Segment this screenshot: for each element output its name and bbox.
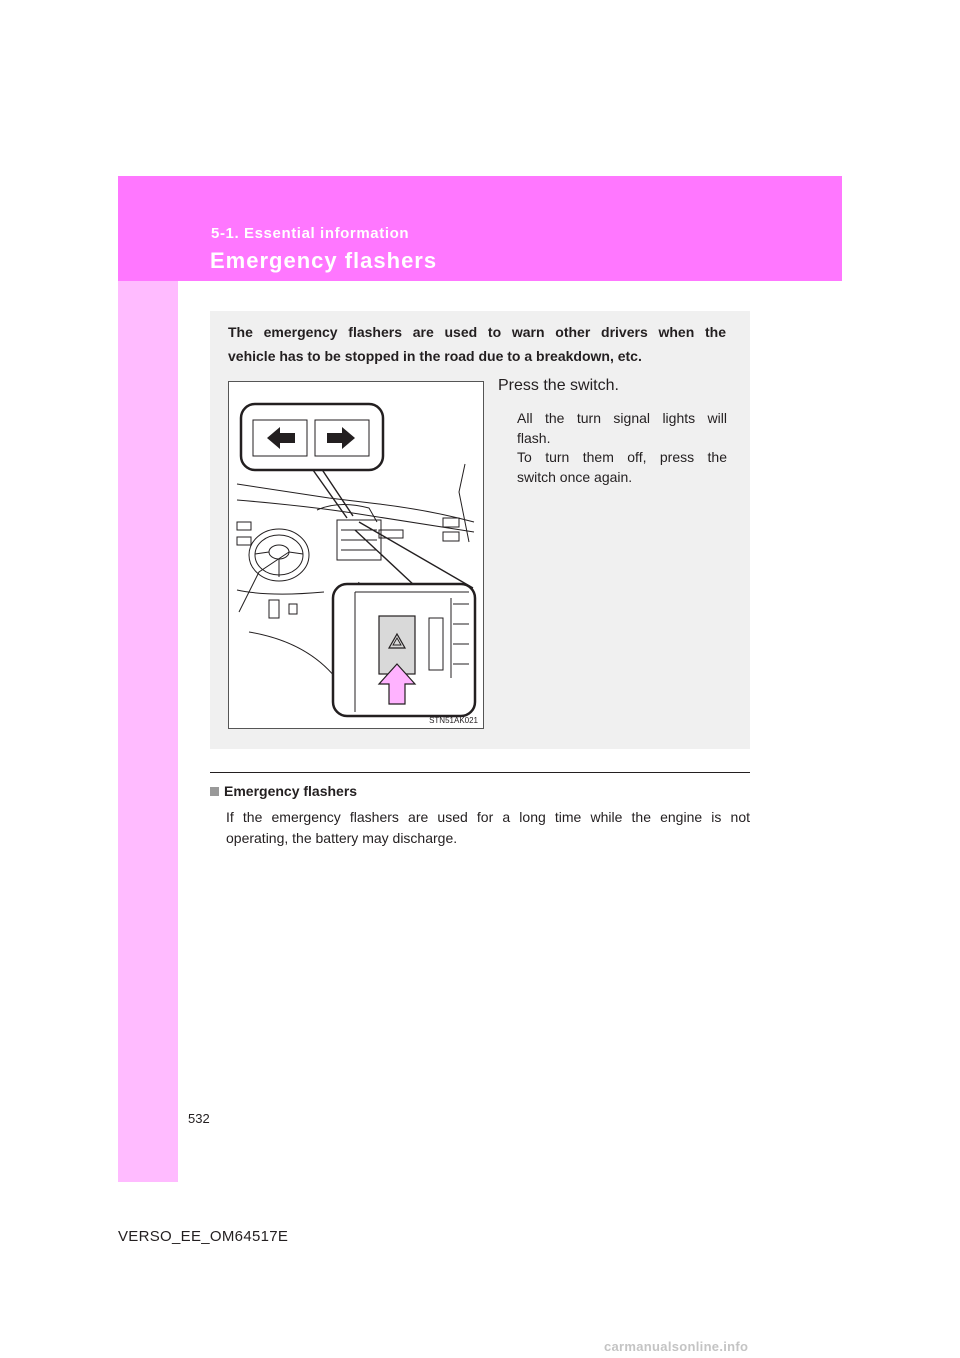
note-body xyxy=(226,807,750,849)
note-heading-text: Emergency flashers xyxy=(224,783,358,799)
note-heading xyxy=(210,783,357,799)
dashboard-illustration xyxy=(229,382,484,729)
intro-text xyxy=(228,320,726,368)
figure-code: STN51AK021 xyxy=(429,716,478,725)
step-line-1: All the turn signal lights will xyxy=(517,410,727,426)
section-divider xyxy=(210,772,750,773)
side-strip xyxy=(118,281,178,1182)
step-body xyxy=(517,409,727,487)
step-line-2: flash. xyxy=(517,429,551,446)
dashboard-figure xyxy=(228,381,484,729)
page-number: 532 xyxy=(188,1111,210,1126)
step-line-3: To turn them off, press the xyxy=(517,449,727,465)
step-title: Press the switch. xyxy=(498,377,619,394)
note-line-1: If the emergency flashers are used for a long time while the engine is not xyxy=(226,809,750,825)
watermark: carmanualsonline.info xyxy=(604,1339,749,1354)
note-line-2: operating, the battery may discharge. xyxy=(226,830,458,846)
intro-line-2: vehicle has to be stopped in the road due to a breakdown, etc. xyxy=(228,348,642,364)
step-line-4: switch once again. xyxy=(517,468,633,485)
square-bullet-icon xyxy=(210,787,219,796)
intro-line-1: The emergency flashers are used to warn other drivers when the xyxy=(228,324,726,340)
document-code: VERSO_EE_OM64517E xyxy=(118,1228,289,1245)
section-label: 5-1. Essential information xyxy=(211,225,410,242)
page-title: Emergency flashers xyxy=(210,248,438,273)
